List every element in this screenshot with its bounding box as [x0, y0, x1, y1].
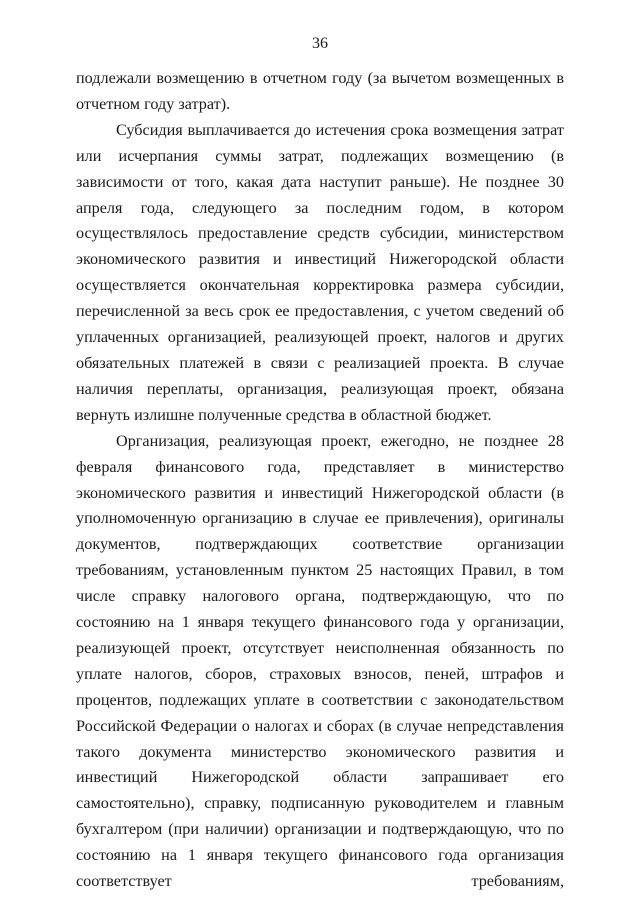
- paragraph-annual-documents: Организация, реализующая проект, ежегодно, не позднее 28 февраля финансового года, представляет в министерство экономического развития и инвестиций Нижегородской области (в уполномоченную организацию в случае ее привлечения), оригиналы документов, подтверждающих соответствие организации требованиям, установленным пунктом 25 настоящих Правил, в том числе справку налогового органа, подтверждающую, что по состоянию на 1 января текущего финансового года у организации, реализующей проект, отсутствует неисполненная обязанность по уплате налогов, сборов, страховых взносов, пеней, штрафов и процентов, подлежащих уплате в соответствии с законодательством Российской Федерации о налогах и сборах (в случае непредставления такого документа министерство экономического развития и инвестиций Нижегородской области запрашивает его самостоятельно), справку, подписанную руководителем и главным бухгалтером (при наличии) организации и подтверждающую, что по состоянию на 1 января текущего финансового года организация соответствует требованиям,: [76, 431, 564, 891]
- paragraph-subsidy-payment: Субсидия выплачивается до истечения срока возмещения затрат или исчерпания суммы затрат, подлежащих возмещению (в зависимости от того, какая дата наступит раньше). Не позднее 30 апреля года, следующего за последним годом, в котором осуществлялось предоставление средств субсидии, министерством экономического развития и инвестиций Нижегородской области осуществляется окончательная корректировка размера субсидии, перечисленной за весь срок ее предоставления, с учетом сведений об уплаченных организацией, реализующей проект, налогов и других обязательных платежей в связи с реализацией проекта. В случае наличия переплаты, организация, реализующая проект, обязана вернуть излишне полученные средства в областной бюджет.: [76, 120, 564, 424]
- page-number: 36: [312, 35, 328, 52]
- paragraph-continuation: подлежали возмещению в отчетном году (за вычетом возмещенных в отчетном году затрат).: [76, 69, 564, 113]
- document-body: [76, 66, 564, 895]
